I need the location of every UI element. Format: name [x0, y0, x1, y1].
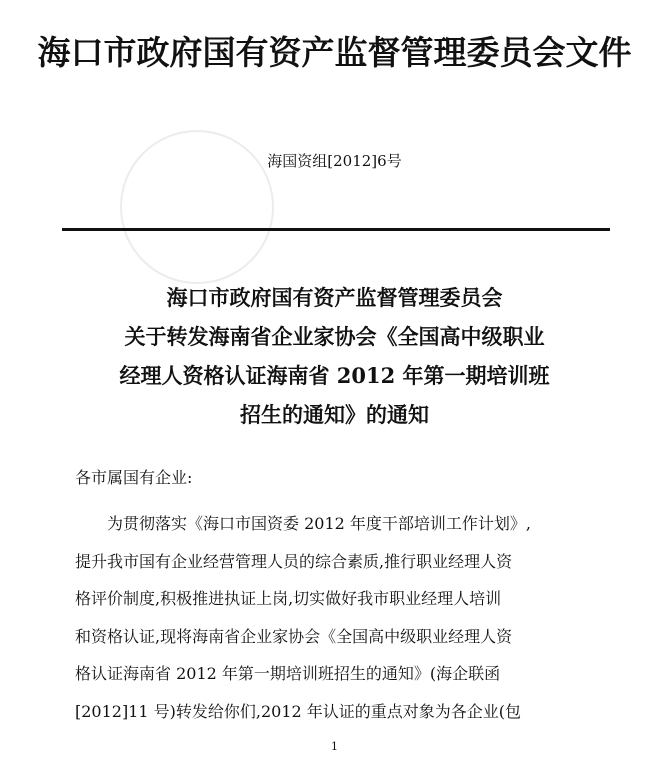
body-line: 格评价制度,积极推进执证上岗,切实做好我市职业经理人培训 [75, 589, 502, 608]
body-line: 提升我市国有企业经营管理人员的综合素质,推行职业经理人资 [75, 551, 513, 571]
salutation: 各市属国有企业: [75, 468, 193, 487]
body-line: 格认证海南省 2012 年第一期培训班招生的通知》(海企联函 [75, 664, 501, 683]
body-line: 为贯彻落实《海口市国资委 2012 年度干部培训工作计划》, [107, 514, 531, 533]
notice-title-line: 招生的通知》的通知 [240, 402, 429, 427]
notice-title-line: 关于转发海南省企业家协会《全国高中级职业 [124, 324, 545, 349]
document-header-title: 海口市政府国有资产监督管理委员会文件 [37, 33, 632, 72]
body-line: [2012]11 号)转发给你们,2012 年认证的重点对象为各企业(包 [75, 701, 522, 721]
notice-body [75, 505, 635, 730]
notice-title-line: 经理人资格认证海南省 2012 年第一期培训班 [119, 363, 550, 388]
header-divider [62, 228, 610, 231]
page-number: 1 [331, 740, 338, 753]
notice-title-line: 海口市政府国有资产监督管理委员会 [166, 285, 503, 310]
notice-title [40, 278, 629, 434]
document-number: 海国资组[2012]6号 [267, 152, 402, 170]
body-line: 和资格认证,现将海南省企业家协会《全国高中级职业经理人资 [75, 626, 513, 646]
